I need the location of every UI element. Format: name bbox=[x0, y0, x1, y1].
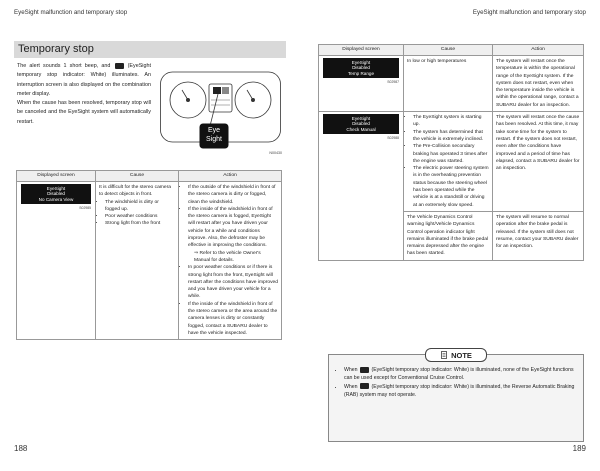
displayed-screen-cell bbox=[319, 56, 404, 112]
displayed-screen-cell bbox=[17, 182, 96, 340]
section-title: Temporary stop bbox=[14, 41, 286, 58]
table-header-displayed-screen: Displayed screen bbox=[319, 45, 404, 56]
combination-meter-figure bbox=[160, 68, 281, 160]
cause-item: • The EyeSight system is starting up. bbox=[413, 114, 489, 129]
cause-item: • The system has determined that the vehicle is extremely inclined. bbox=[413, 129, 489, 144]
running-head-left: EyeSight malfunction and temporary stop bbox=[14, 9, 128, 16]
eyesight-temporary-stop-icon bbox=[360, 367, 369, 373]
action-cell: The system will restart once the temperature is within the operational range of the EyeSight system. If the system does not restart, even when the temperature inside the vehicle is within the operational range, contact a SUBARU dealer for an inspection. bbox=[493, 56, 584, 112]
page-number-left: 188 bbox=[14, 444, 28, 453]
note-item bbox=[344, 366, 577, 383]
table-row bbox=[319, 112, 584, 212]
display-screen-check-manual bbox=[323, 114, 399, 134]
display-line: EyeSight bbox=[351, 116, 371, 122]
table-header-displayed-screen: Displayed screen bbox=[17, 171, 96, 182]
cause-item: • Strong light from the front bbox=[105, 220, 175, 227]
action-item bbox=[188, 206, 278, 264]
intro-p1-b: (EyeSight temporary stop indicator: White) illuminates. An interruption screen is also displayed on the combination meter display. bbox=[17, 63, 151, 97]
intro-p2: When the cause has been resolved, temporary stop will be canceled and the EyeSight system will automatically restart. bbox=[17, 100, 151, 125]
note-item bbox=[344, 383, 577, 400]
note-icon bbox=[440, 351, 448, 359]
displayed-screen-cell bbox=[319, 112, 404, 261]
action-item-text: If the outside of the windshield in front of the stereo camera is dirty or fogged, clean the windshield. bbox=[188, 185, 276, 205]
action-item: • If the inside of the windshield in front of the stereo camera or the area around the camera lenses is dirty or constantly fogged, contact a SUBARU dealer to have the vehicle inspected. bbox=[188, 301, 278, 337]
display-line: EyeSight bbox=[46, 186, 66, 191]
note-item-2-b: (EyeSight temporary stop indicator: White) is illuminated, the Reverse Automatic Braking (RAB) system may not operate. bbox=[344, 383, 575, 398]
note-body bbox=[337, 366, 577, 399]
display-screen-no-camera-view bbox=[21, 184, 91, 204]
display-line: Disabled bbox=[352, 121, 370, 127]
intro-p1-a: The alert sounds 1 short beep, and bbox=[17, 63, 111, 69]
indicator-line1: Eye bbox=[207, 127, 221, 134]
action-cell: The system will resume to normal operation after the brake pedal is released. If the system still does not resume, contact your SUBARU dealer for an inspection. bbox=[493, 211, 584, 260]
figure-code: N00430 bbox=[269, 151, 282, 155]
cause-cell: The Vehicle Dynamics Control warning light/Vehicle Dynamics Control operation indicator light remains illuminated if the brake pedal remains depressed after the engine has been started. bbox=[404, 211, 493, 260]
display-screen-temp-range bbox=[323, 58, 399, 78]
action-item bbox=[188, 184, 278, 206]
action-cell bbox=[179, 182, 282, 340]
display-line: Disabled bbox=[352, 65, 370, 71]
cause-item: • The Pre-Collision secondary braking has operated 3 times after the engine was started. bbox=[413, 143, 489, 165]
temporary-stop-table-continued bbox=[318, 44, 584, 261]
cause-cell bbox=[96, 182, 179, 340]
display-line: No Camera View bbox=[38, 196, 74, 202]
display-line: Temp Range bbox=[347, 70, 375, 76]
eyesight-temporary-stop-icon bbox=[360, 383, 369, 389]
running-head-right: EyeSight malfunction and temporary stop bbox=[472, 9, 586, 16]
cause-intro: It is difficult for the stereo camera to detect objects in front. bbox=[99, 185, 171, 198]
cause-item: • The electric power steering system is in the overheating prevention status because the steering wheel has been operated while the vehicle is at a standstill or driving at an extremely slow speed. bbox=[413, 165, 489, 209]
temporary-stop-table bbox=[16, 170, 282, 340]
eyesight-temporary-stop-icon bbox=[115, 63, 124, 69]
eyesight-indicator-callout bbox=[200, 126, 228, 148]
cause-cell bbox=[404, 112, 493, 212]
note-heading-text: NOTE bbox=[451, 350, 472, 360]
display-code: S02988 bbox=[387, 136, 399, 141]
note-item-1-b: (EyeSight temporary stop indicator: White) is illuminated, none of the EyeSight functions can be used except for Conventional Cruise Control. bbox=[344, 367, 574, 382]
action-cell: The system will restart once the cause has been resolved. At this time, it may take some time for the system to restart. If the system does not restart, even after the conditions have improved and a period of time has elapsed, contact a SUBARU dealer for an inspection. bbox=[493, 112, 584, 212]
table-header-cause: Cause bbox=[96, 171, 179, 182]
indicator-line2: Sight bbox=[206, 136, 222, 143]
action-item: • In poor weather conditions or if there is strong light from the front, EyeSight will restart after the conditions have improved and you have driven your vehicle for a while. bbox=[188, 264, 278, 300]
display-line: Disabled bbox=[47, 191, 65, 197]
table-row bbox=[17, 182, 282, 340]
note-item-2-a: When bbox=[344, 383, 358, 390]
cause-cell: In low or high temperatures bbox=[404, 56, 493, 112]
owners-manual-reference: ⇒ Refer to the vehicle Owner's Manual for details. bbox=[194, 250, 261, 263]
display-code: S02985 bbox=[79, 206, 91, 211]
note-item-1-a: When bbox=[344, 367, 358, 373]
table-header-action: Action bbox=[493, 45, 584, 56]
table-header-cause: Cause bbox=[404, 45, 493, 56]
display-line: EyeSight bbox=[351, 60, 371, 65]
note-heading bbox=[425, 348, 487, 362]
note-box bbox=[328, 350, 584, 442]
display-line: Check Manual bbox=[346, 126, 376, 132]
table-row bbox=[319, 56, 584, 112]
cause-item: • Poor weather conditions bbox=[105, 213, 175, 220]
action-item-text: If the inside of the windshield in front of the stereo camera is fogged, EyeSight will restart after you have driven your vehicle for a while and conditions improve. Also, the defroster may be effective in improving the conditions. bbox=[188, 206, 273, 249]
display-code: S02987 bbox=[387, 80, 399, 85]
cause-item: • The windshield is dirty or fogged up. bbox=[105, 199, 175, 214]
right-page bbox=[300, 0, 600, 471]
page-number-right: 189 bbox=[572, 444, 586, 453]
table-header-action: Action bbox=[179, 171, 282, 182]
intro-text bbox=[17, 62, 151, 127]
